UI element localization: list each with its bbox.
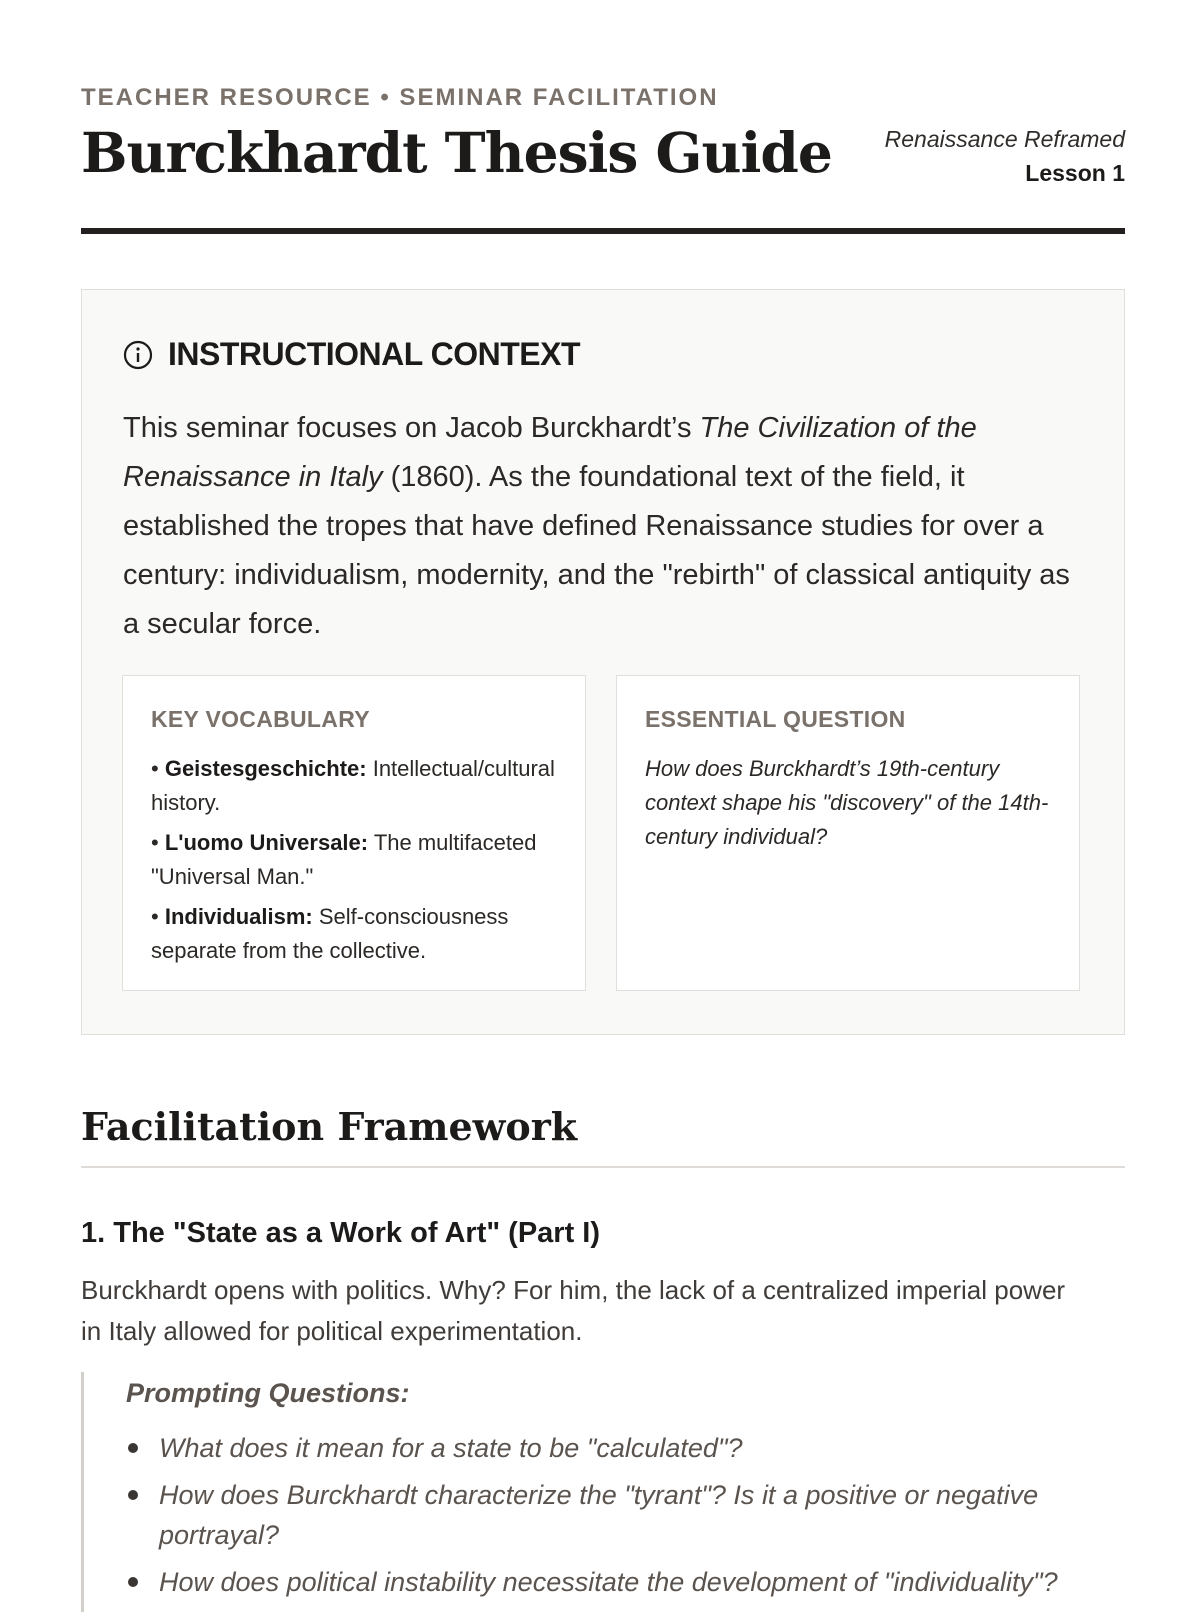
vocabulary-term: Geistesgeschichte: bbox=[164, 756, 367, 781]
vocabulary-list bbox=[151, 752, 571, 974]
page-title: Burckhardt Thesis Guide bbox=[81, 120, 832, 185]
prompt-text: How does Burckhardt characterize the "tyrant"? Is it a positive or negative portrayal? bbox=[159, 1480, 1039, 1550]
context-text-rest: (1860). As the foundational text of the field, it established the tropes that have defined Renaissance studies for over a century: individualism, modernity, and the "rebirth" of classical antiquity as a secular force. bbox=[123, 461, 1070, 640]
bullet-icon bbox=[128, 1577, 138, 1587]
vocabulary-item: • Geistesgeschichte: Intellectual/cultural history. bbox=[151, 756, 555, 815]
vocabulary-term: L'uomo Universale: bbox=[164, 830, 369, 855]
info-icon bbox=[122, 339, 154, 371]
essential-question-text: How does Burckhardt’s 19th-century context shape his "discovery" of the 14th-century individual? bbox=[645, 756, 1049, 849]
context-text-intro: This seminar focuses on Jacob Burckhardt’s bbox=[123, 412, 700, 444]
lesson-meta bbox=[885, 122, 1125, 190]
prompt-text: How does political instability necessitate the development of "individuality"? bbox=[159, 1567, 1058, 1597]
prompt-item bbox=[126, 1562, 1126, 1602]
bullet-icon bbox=[128, 1443, 138, 1453]
section-body: Burckhardt opens with politics. Why? For him, the lack of a centralized imperial power in Italy allowed for political experimentation. bbox=[81, 1275, 1066, 1346]
header-divider bbox=[81, 228, 1125, 234]
vocabulary-definition: Self-consciousness separate from the collective. bbox=[151, 904, 509, 963]
framework-divider bbox=[81, 1166, 1125, 1168]
prompt-item bbox=[126, 1428, 1126, 1468]
prompt-item bbox=[126, 1475, 1126, 1555]
vocabulary-term: Individualism: bbox=[164, 904, 313, 929]
eyebrow-label: TEACHER RESOURCE • SEMINAR FACILITATION bbox=[81, 84, 719, 111]
bullet-icon bbox=[128, 1490, 138, 1500]
vocabulary-item: • Individualism: Self-consciousness separate from the collective. bbox=[151, 904, 509, 963]
vocabulary-label: KEY VOCABULARY bbox=[151, 706, 370, 732]
lesson-number: Lesson 1 bbox=[1025, 160, 1125, 186]
prompting-questions-list bbox=[126, 1428, 1126, 1609]
context-heading-text: INSTRUCTIONAL CONTEXT bbox=[168, 336, 581, 372]
section-heading: 1. The "State as a Work of Art" (Part I) bbox=[81, 1217, 600, 1249]
prompting-questions-block bbox=[81, 1372, 1128, 1612]
context-heading bbox=[122, 336, 580, 373]
series-name: Renaissance Reframed bbox=[884, 126, 1125, 152]
context-paragraph bbox=[123, 404, 1073, 649]
framework-title: Facilitation Framework bbox=[81, 1104, 578, 1149]
page-header bbox=[81, 0, 1125, 236]
key-vocabulary-card bbox=[122, 675, 586, 991]
document-page bbox=[81, 0, 1125, 1597]
essential-question-label: ESSENTIAL QUESTION bbox=[645, 706, 906, 732]
essential-question-card bbox=[616, 675, 1080, 991]
vocabulary-definition: Intellectual/cultural history. bbox=[151, 756, 555, 815]
vocabulary-item: • L'uomo Universale: The multifaceted "Universal Man." bbox=[151, 830, 537, 889]
book-title: The Civilization of the Renaissance in Italy bbox=[123, 412, 977, 493]
vocabulary-definition: The multifaceted "Universal Man." bbox=[151, 830, 537, 889]
prompt-text: What does it mean for a state to be "calculated"? bbox=[159, 1433, 743, 1463]
prompting-questions-label: Prompting Questions: bbox=[126, 1378, 410, 1408]
